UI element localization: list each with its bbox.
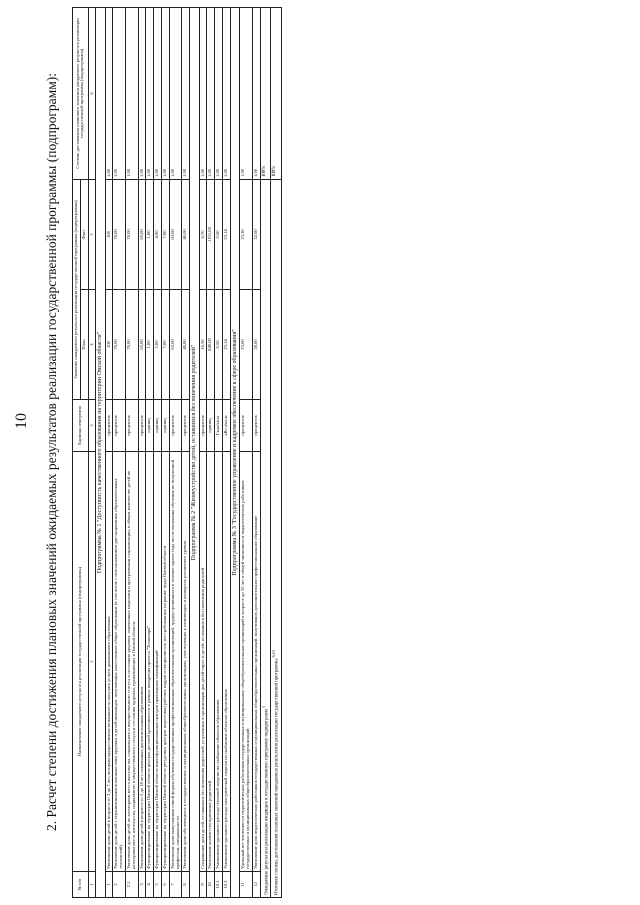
cell-plan: 2,00 (154, 290, 162, 400)
table-header (73, 8, 96, 898)
cell-fact: 32,60 (252, 180, 260, 290)
table-row (162, 8, 170, 898)
table-totals (260, 8, 281, 898)
totals-row-final (271, 8, 282, 898)
table-row (125, 8, 138, 898)
table-row (105, 8, 113, 898)
cell-plan: 7,00 (162, 290, 170, 400)
cell-plan: 78,00 (125, 290, 138, 400)
cell-num: 3 (138, 872, 146, 898)
cell-unit: единиц (146, 400, 154, 452)
cell-unit: процентов (169, 400, 182, 452)
cell-plan: 23,14 (223, 290, 231, 400)
cell-name: Увеличение доли педагогических работников государственных и муниципальных общеобразовательных организаций, получивших дополнительное профессиональное образование (252, 452, 260, 872)
cell-plan: 840,00 (207, 290, 215, 400)
header-degree: Степень достижения планового значения ожидаемого результата реализации государственной программы (подпрограммы) (73, 8, 89, 180)
results-table (72, 7, 282, 898)
cell-name: Увеличение количества приемных родителей (207, 452, 215, 872)
cell-num: 8 (182, 872, 190, 898)
cell-num: 10.1 (215, 872, 223, 898)
table-row (169, 8, 182, 898)
cell-num: 12 (252, 872, 260, 898)
cell-name: Функционирование на территории Омской области ресурсных центров подготовки рабочих кадров и специалистов, востребованных на рынке труда Омской области (162, 452, 170, 872)
cell-num: 2.1 (125, 872, 138, 898)
cell-fact: 78,00 (113, 180, 126, 290)
cell-degree: 1,00 (154, 8, 162, 180)
cell-name: Уменьшение удельного расхода электрической энергии на снабжение объектов образования (223, 452, 231, 872)
header-num: № п/п (73, 872, 89, 898)
column-index: 6 (88, 8, 96, 180)
cell-plan: 78,00 (113, 290, 126, 400)
cell-fact: 65,00 (138, 180, 146, 290)
cell-name: Сокращение доли детей, оставшихся без попечения родителей, устроенных в организации для детей-сирот и детей, оставшихся без попечения родителей (199, 452, 207, 872)
cell-num: 9 (199, 872, 207, 898)
totals-value: 100% (271, 8, 282, 180)
cell-degree: 1,00 (138, 8, 146, 180)
section-title: Подпрограмма № 1 "Доступность качественного образования на территории Омской области" (96, 8, 105, 898)
cell-name: Увеличение доли выпускников очной формы обучения государственных профессиональных образовательных организаций, трудоустроившихся в течение одного года после окончания обучения по полученной профессии, специальности (169, 452, 182, 872)
cell-degree: 1,00 (169, 8, 182, 180)
header-name: Наименование ожидаемого результата реализации государственной программы (подпрограммы) (73, 452, 89, 872)
cell-degree: 1,00 (162, 8, 170, 180)
table-row (215, 8, 223, 898)
cell-name: Удельный вес численности педагогических работников государственных и муниципальных общеобразовательных организаций в возрасте до 35 лет в общей численности педагогических работников государственных и муниципальных общеобразовательных организаций (240, 452, 253, 872)
cell-plan: 0,50 (215, 290, 223, 400)
cell-fact: 6,70 (199, 180, 207, 290)
column-index: 5 (88, 180, 96, 290)
cell-degree: 1,00 (240, 8, 253, 180)
cell-fact: 23,14 (223, 180, 231, 290)
cell-fact: 0,50 (215, 180, 223, 290)
cell-plan: 28,00 (252, 290, 260, 400)
cell-unit: процентов (138, 400, 146, 452)
totals-label-text: Ожидаемые результаты реализации входящих в государственную программу подпрограмм (264, 709, 270, 895)
section-header-row (190, 8, 199, 898)
cell-num: 4 (146, 872, 154, 898)
cell-plan: 1,00 (146, 290, 154, 400)
cell-fact: 78,00 (125, 180, 138, 290)
header-unit: Единица измерения (73, 400, 89, 452)
cell-num: 11 (240, 872, 253, 898)
cell-name: Уменьшение удельного расхода тепловой энергии на снабжение объектов образования (215, 452, 223, 872)
column-index-row (88, 8, 96, 898)
cell-unit: процентов (199, 400, 207, 452)
table-body (96, 8, 260, 898)
totals-label (271, 180, 282, 898)
cell-unit: Гкал/кв.м (215, 400, 223, 452)
document-title: 2. Расчет степени достижения плановых значений ожидаемых результатов реализации государственной программы (подпрограмм): (44, 72, 59, 832)
table-row (199, 8, 207, 898)
cell-num: 5 (154, 872, 162, 898)
table-row (207, 8, 215, 898)
cell-name: Увеличение доли детей с ограниченными возможностями здоровья и детей-инвалидов, получающих качественное общее образование (в том числе с использованием дистанционных образовательных технологий) (113, 452, 126, 872)
cell-num: 2 (113, 872, 126, 898)
totals-value: 100% (260, 8, 271, 180)
cell-num: 7 (169, 872, 182, 898)
table-row (182, 8, 190, 898)
cell-unit: процентов (113, 400, 126, 452)
cell-fact: 100 (105, 180, 113, 290)
cell-name: Увеличение доли детей в возрасте от 3 до 7 лет, которым предоставлена возможность получать услуги дошкольного образования (105, 452, 113, 872)
cell-fact: 23,30 (240, 180, 253, 290)
section-title: Подпрограмма № 2 "Жизнеустройство детей, оставшихся без попечения родителей" (190, 8, 199, 898)
cell-plan: 65,00 (138, 290, 146, 400)
cell-num: 1 (105, 872, 113, 898)
section-header-row (230, 8, 239, 898)
cell-degree: 1,00 (223, 8, 231, 180)
table-row (138, 8, 146, 898)
cell-num: 10.2 (223, 872, 231, 898)
section-header-row (96, 8, 105, 898)
cell-plan: 23,00 (240, 290, 253, 400)
cell-degree: 1,00 (215, 8, 223, 180)
cell-unit: единиц (207, 400, 215, 452)
cell-num: 10 (207, 872, 215, 898)
table-row (223, 8, 231, 898)
cell-fact: 7,00 (162, 180, 170, 290)
cell-unit: процентов (252, 400, 260, 452)
page-content (38, 2, 638, 902)
cell-fact: 4,00 (154, 180, 162, 290)
cell-name: Функционирование на территории Омской области центров детской креативности в рамках внедрения проекта "Технопарк" (146, 452, 154, 872)
cell-name: Увеличение доли детей по категориям места жительства, социального и имущественного статуса и состояния здоровья, охваченных моделями и программами социализации, в общем количестве детей по категориям места жительства, социального и имущественного статуса и состояния здоровья, проживающих в Омской области (125, 452, 138, 872)
cell-name: Функционирование на территории Омской области многофункциональных центров прикладных квалификаций (154, 452, 162, 872)
table-row (146, 8, 154, 898)
cell-degree: 1,00 (199, 8, 207, 180)
totals-label-text: Итоговая степень достижения плановых значений ожидаемых результатов реализации государственной программы (274, 658, 280, 895)
column-index: 3 (88, 400, 96, 452)
page-number: 10 (13, 413, 30, 429)
cell-unit: процентов (182, 400, 190, 452)
table-row (252, 8, 260, 898)
cell-degree: 1,00 (252, 8, 260, 180)
cell-unit: процентов (125, 400, 138, 452)
cell-name: Увеличение доли обучающихся в государственных и муниципальных общеобразовательных организациях, участвующих в олимпиадах и конкурсах различного уровня (182, 452, 190, 872)
column-index: 4 (88, 290, 96, 400)
table-row (113, 8, 126, 898)
cell-plan: 63,00 (169, 290, 182, 400)
totals-row-subprograms (260, 8, 271, 898)
cell-unit: кВт.ч/кв.м (223, 400, 231, 452)
section-title: Подпрограмма № 3 "Государственное управление и кадровое обеспечение в сфере образования" (230, 8, 239, 898)
rotated-page (38, 2, 638, 902)
cell-plan: 40,00 (182, 290, 190, 400)
cell-degree: 1,00 (105, 8, 113, 180)
cell-unit: процентов (105, 400, 113, 452)
cell-name: Увеличение доли детей в возрасте от 5 до 18 лет, охваченных дополнительным образованием (138, 452, 146, 872)
cell-degree: 1,00 (125, 8, 138, 180)
table-row (240, 8, 253, 898)
column-index: 2 (88, 452, 96, 872)
cell-plan: 100 (105, 290, 113, 400)
cell-fact: 1101,00 (207, 180, 215, 290)
cell-unit: единиц (162, 400, 170, 452)
cell-degree: 1,00 (182, 8, 190, 180)
header-fact: Факт (80, 180, 88, 290)
header-plan: План (80, 290, 88, 400)
cell-fact: 1,00 (146, 180, 154, 290)
footnote-mark: 6,10 (271, 650, 277, 658)
cell-degree: 1,00 (146, 8, 154, 180)
header-value-group: Значение ожидаемого результата реализации государственной программы (подпрограммы) (73, 180, 81, 400)
table-row (154, 8, 162, 898)
cell-num: 6 (162, 872, 170, 898)
cell-degree: 1,00 (113, 8, 126, 180)
cell-unit: процентов (240, 400, 253, 452)
footnote-mark: 5 (260, 706, 266, 709)
cell-plan: 10,50 (199, 290, 207, 400)
cell-degree: 1,00 (207, 8, 215, 180)
column-index: 1 (88, 872, 96, 898)
cell-fact: 40,00 (182, 180, 190, 290)
cell-unit: единиц (154, 400, 162, 452)
totals-label (260, 180, 271, 898)
cell-fact: 63,00 (169, 180, 182, 290)
